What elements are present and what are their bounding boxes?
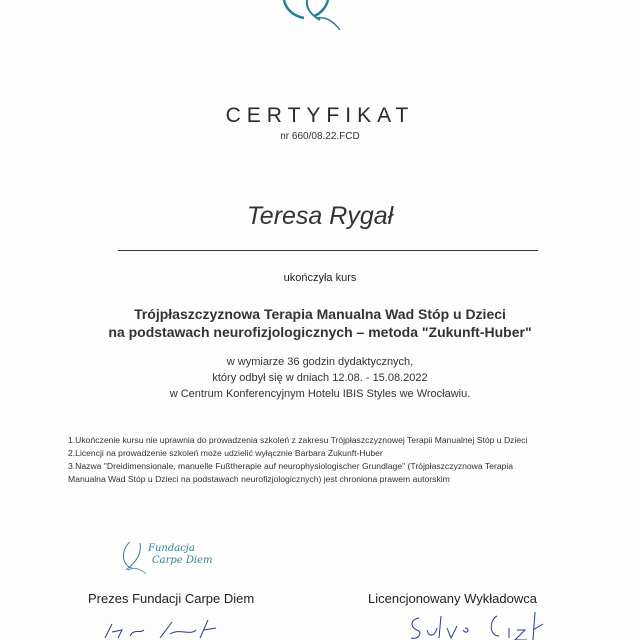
signer-left-title: Prezes Fundacji Carpe Diem bbox=[88, 591, 255, 606]
certificate-title: CERTYFIKAT bbox=[225, 104, 415, 127]
foundation-logo-text bbox=[148, 543, 213, 567]
note-1: 1.Ukończenie kursu nie uprawnia do prowadzenia szkoleń z zakresu Trójpłaszczyznowej Terapii Manualnej Stóp u Dzieci bbox=[68, 435, 528, 445]
certificate-number: nr 660/08.22.FCD bbox=[280, 131, 360, 142]
signature-right-icon bbox=[405, 610, 555, 640]
note-3-continued: Manualna Wad Stóp u Dzieci na podstawach neurofizjologicznych) jest chroniona prawem autorskim bbox=[68, 474, 450, 484]
course-location: w Centrum Konferencyjnym Hotelu IBIS Styles we Wrocławiu. bbox=[169, 388, 471, 400]
signer-right-title: Licencjonowany Wykładowca bbox=[368, 591, 537, 606]
butterfly-logo-icon bbox=[280, 0, 360, 30]
course-hours: w wymiarze 36 godzin dydaktycznych, bbox=[226, 356, 414, 368]
course-title-line1: Trójpłaszczyznowa Terapia Manualna Wad Stóp u Dzieci bbox=[134, 306, 506, 322]
course-dates: który odbył się w dniach 12.08. - 15.08.2022 bbox=[212, 372, 428, 384]
note-2: 2.Licencji na prowadzenie szkoleń może udzielić wyłącznie Barbara Zukunft-Huber bbox=[68, 448, 383, 458]
name-underline bbox=[118, 250, 538, 251]
course-title-line2: na podstawach neurofizjologicznych – metoda "Zukunft-Huber" bbox=[108, 324, 532, 340]
note-3: 3.Nazwa "Dreidimensionale, manuelle Fußtherapie auf neurophysiologischer Grundlage" (Trójpłaszczyznowa Terapia bbox=[68, 461, 514, 471]
signature-left-icon bbox=[100, 618, 250, 640]
logo-text-line1: Fundacja bbox=[148, 543, 195, 554]
completed-text: ukończyła kurs bbox=[283, 272, 357, 284]
recipient-name: Teresa Rygał bbox=[246, 202, 394, 230]
logo-text-line2: Carpe Diem bbox=[152, 555, 213, 566]
